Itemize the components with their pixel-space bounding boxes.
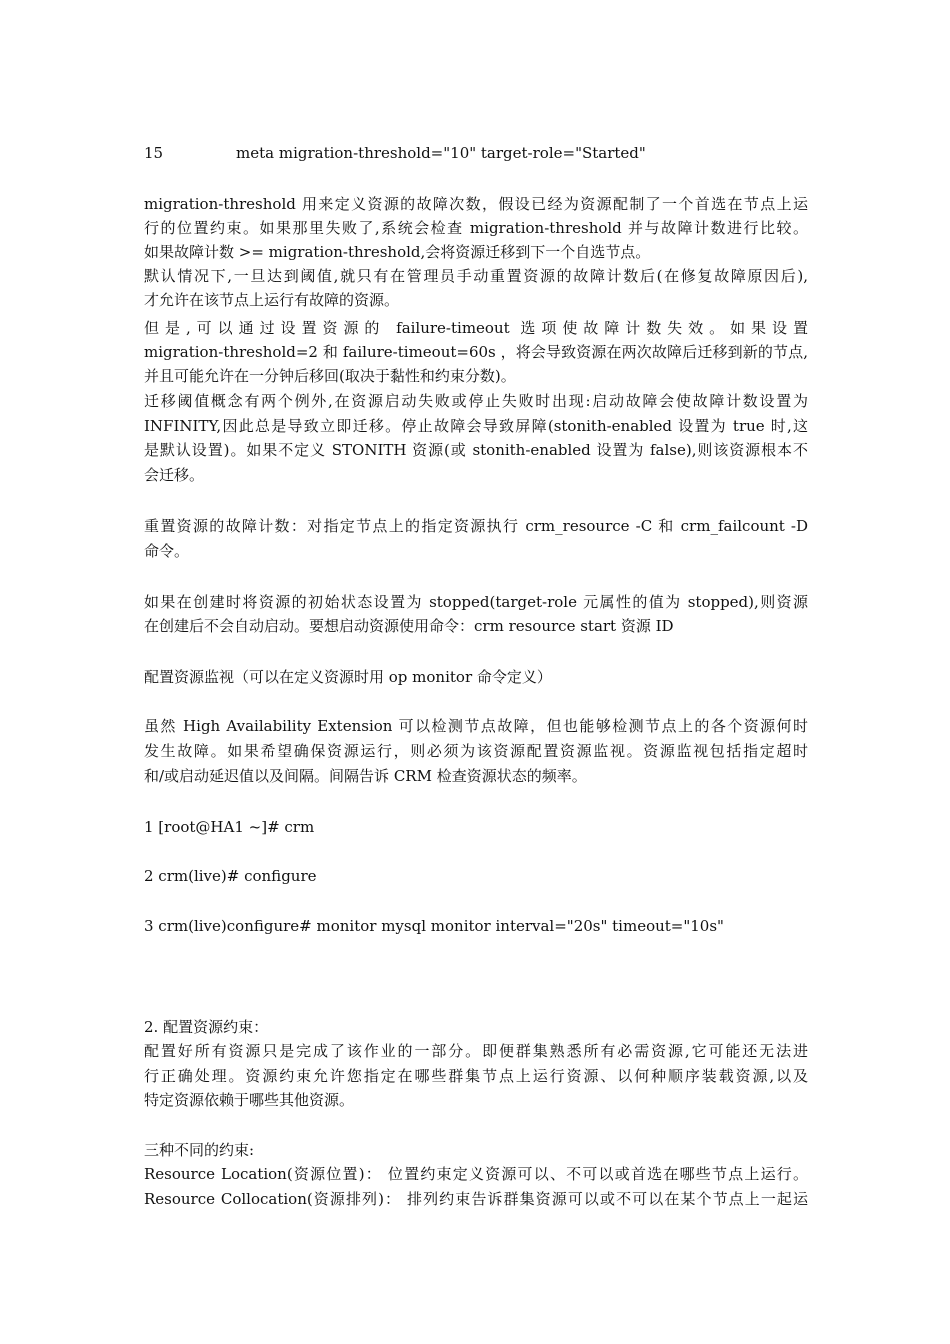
text-line: 如果在创建时将资源的初始状态设置为 stopped(target-role 元属性的值为 stopped),则资源	[144, 593, 808, 611]
constraint-collocation: Resource Collocation(资源排列)： 排列约束告诉群集资源可以或不可以在某个节点上一起运	[144, 1190, 808, 1208]
code-line-number: 15	[144, 144, 164, 162]
text-line: 才允许在该节点上运行有故障的资源。	[144, 291, 400, 309]
text-line: 并且可能允许在一分钟后移回(取决于黏性和约束分数)。	[144, 367, 516, 385]
text-line: migration-threshold 用来定义资源的故障次数，假设已经为资源配制了一个首选在节点上运	[144, 195, 808, 213]
text-line: 命令。	[144, 542, 190, 560]
text-line: 默认情况下,一旦达到阈值,就只有在管理员手动重置资源的故障计数后(在修复故障原因后),	[144, 267, 808, 285]
command-line: 1 [root@HA1 ~]# crm	[144, 818, 315, 836]
text-line: migration-threshold=2 和 failure-timeout=60s ，将会导致资源在两次故障后迁移到新的节点,	[144, 343, 808, 361]
code-line-text: meta migration-threshold="10" target-role="Started"	[236, 144, 646, 162]
command-line: 3 crm(live)configure# monitor mysql monitor interval="20s" timeout="10s"	[144, 917, 724, 935]
text-line: 如果故障计数 >= migration-threshold,会将资源迁移到下一个自选节点。	[144, 243, 651, 261]
text-line: 虽然 High Availability Extension 可以检测节点故障，但也能够检测节点上的各个资源何时	[144, 717, 808, 735]
text-line: 是默认设置)。如果不定义 STONITH 资源(或 stonith-enabled 设置为 false),则该资源根本不	[144, 441, 808, 459]
text-line: 重置资源的故障计数：对指定节点上的指定资源执行 crm_resource -C 和 crm_failcount -D	[144, 517, 808, 535]
heading-monitor: 配置资源监视（可以在定义资源时用 op monitor 命令定义）	[144, 668, 552, 686]
text-line: 和/或启动延迟值以及间隔。间隔告诉 CRM 检查资源状态的频率。	[144, 767, 587, 785]
constraint-location: Resource Location(资源位置)： 位置约束定义资源可以、不可以或首选在哪些节点上运行。	[144, 1165, 808, 1183]
command-line: 2 crm(live)# configure	[144, 867, 317, 885]
text-line: 行正确处理。资源约束允许您指定在哪些群集节点上运行资源、以何种顺序装载资源,以及	[144, 1067, 808, 1085]
text-line: INFINITY,因此总是导致立即迁移。停止故障会导致屏障(stonith-enabled 设置为 true 时,这	[144, 417, 808, 435]
text-line: 配置好所有资源只是完成了该作业的一部分。即便群集熟悉所有必需资源,它可能还无法进	[144, 1042, 808, 1060]
text-line: 迁移阈值概念有两个例外,在资源启动失败或停止失败时出现:启动故障会使故障计数设置为	[144, 392, 808, 410]
text-line: 但是,可以通过设置资源的 failure-timeout 选项使故障计数失效。如果设置	[144, 319, 808, 337]
section-heading: 2. 配置资源约束：	[144, 1018, 269, 1036]
text-line: 行的位置约束。如果那里失败了,系统会检查 migration-threshold 并与故障计数进行比较。	[144, 219, 808, 237]
text-line: 会迁移。	[144, 466, 205, 484]
text-line: 在创建后不会自动启动。要想启动资源使用命令：crm resource start 资源 ID	[144, 617, 674, 635]
text-line: 发生故障。如果希望确保资源运行，则必须为该资源配置资源监视。资源监视包括指定超时	[144, 742, 808, 760]
three-constraints-heading: 三种不同的约束:	[144, 1141, 255, 1159]
text-line: 特定资源依赖于哪些其他资源。	[144, 1091, 355, 1109]
